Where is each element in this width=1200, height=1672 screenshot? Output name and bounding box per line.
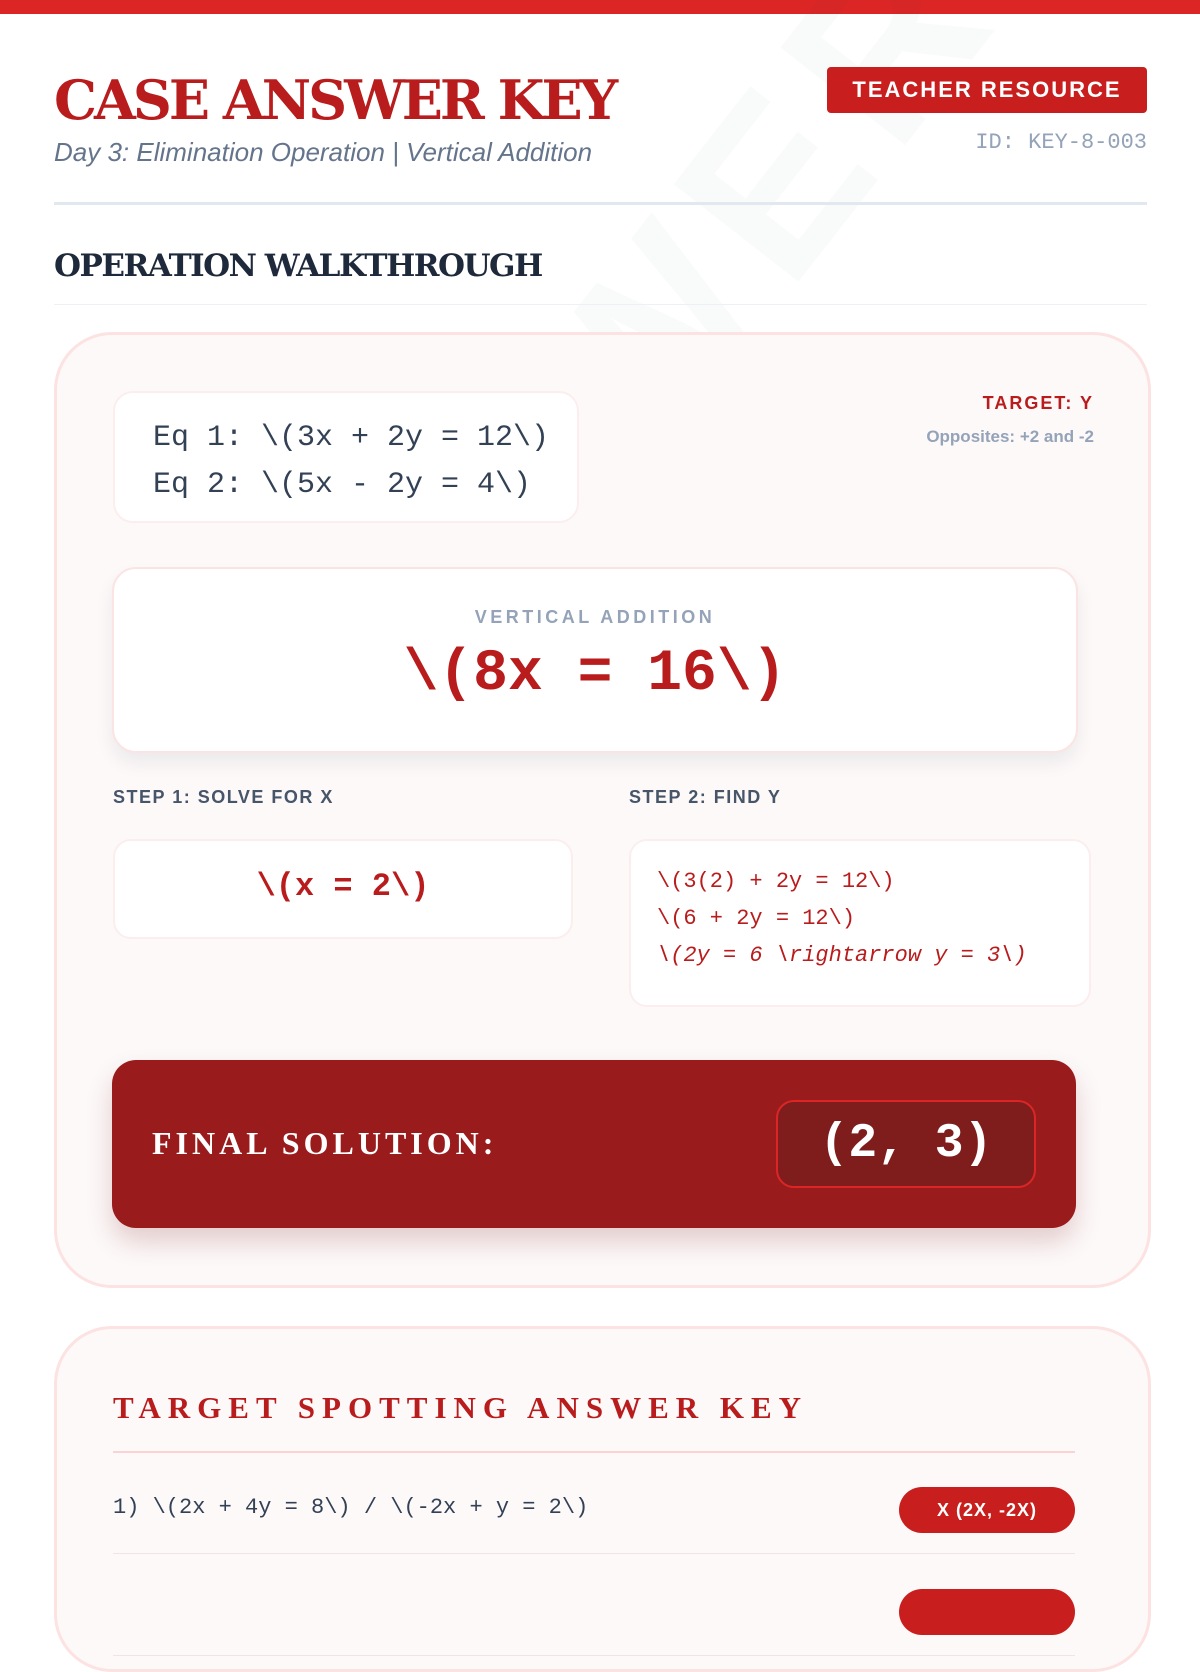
document-id: ID: KEY-8-003 xyxy=(975,130,1147,155)
answer-key-card xyxy=(54,1326,1151,1672)
teacher-resource-badge: TEACHER RESOURCE xyxy=(827,67,1147,113)
equation-2: Eq 2: \(5x - 2y = 4\) xyxy=(153,468,532,502)
answer-key-problem: 1) \(2x + 4y = 8\) / \(-2x + y = 2\) xyxy=(113,1495,589,1520)
step-1-result: \(x = 2\) xyxy=(113,839,573,939)
answer-key-row xyxy=(113,1555,1075,1656)
vertical-addition-result: \(8x = 16\) xyxy=(403,642,787,707)
document-title: CASE ANSWER KEY xyxy=(54,68,616,132)
document-subtitle: Day 3: Elimination Operation | Vertical Addition xyxy=(54,137,593,167)
equation-1: Eq 1: \(3x + 2y = 12\) xyxy=(153,421,550,455)
opposites-note: Opposites: +2 and -2 xyxy=(926,427,1094,446)
target-label: TARGET: Y xyxy=(982,393,1094,413)
step-1-heading: STEP 1: SOLVE FOR X xyxy=(113,787,334,807)
answer-key-title: TARGET SPOTTING ANSWER KEY xyxy=(113,1387,1075,1453)
step-2-work-box xyxy=(629,839,1091,1007)
answer-key-badge: X (2X, -2X) xyxy=(899,1487,1075,1533)
document-header xyxy=(54,62,1147,205)
final-solution-value: (2, 3) xyxy=(776,1100,1036,1188)
answer-key-badge xyxy=(899,1589,1075,1635)
vertical-addition-box xyxy=(112,567,1078,753)
top-accent-bar xyxy=(0,0,1200,14)
operation-walkthrough-heading: OPERATION WALKTHROUGH xyxy=(54,244,1147,305)
step-2-line: \(3(2) + 2y = 12\) xyxy=(657,869,895,894)
final-solution-label: FINAL SOLUTION: xyxy=(152,1125,498,1161)
step-2-heading: STEP 2: FIND Y xyxy=(629,787,782,807)
step-2-line: \(2y = 6 \rightarrow y = 3\) xyxy=(657,943,1027,968)
equations-box xyxy=(113,391,579,523)
walkthrough-card xyxy=(54,332,1151,1288)
answer-key-row xyxy=(113,1453,1075,1554)
vertical-addition-label: VERTICAL ADDITION xyxy=(474,607,716,627)
step-2-line: \(6 + 2y = 12\) xyxy=(657,906,856,931)
final-solution-banner xyxy=(112,1060,1076,1228)
